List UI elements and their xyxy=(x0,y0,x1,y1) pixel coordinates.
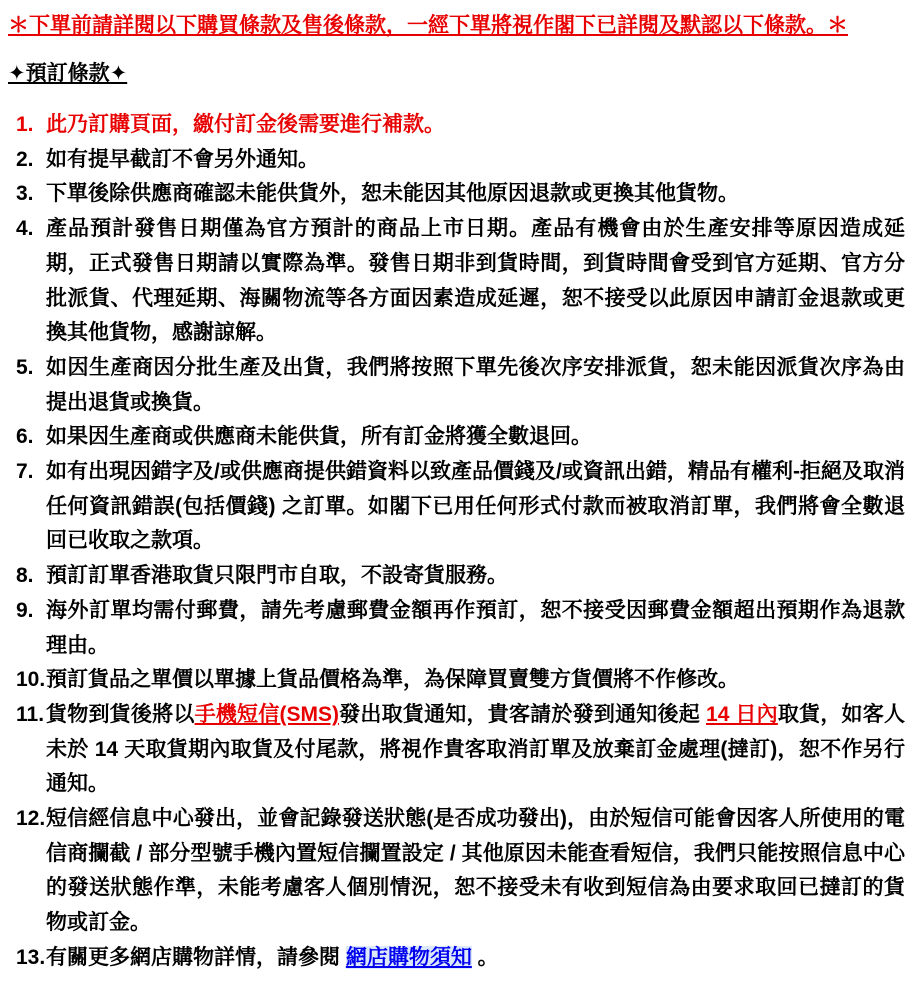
term-text: 短信經信息中心發出，並會記錄發送狀態(是否成功發出)，由於短信可能會因客人所使用的電信商攔截 / 部分型號手機內置短信攔置設定 / 其他原因未能查看短信，我們只能按照信息中心的發送狀態作準，未能考慮客人個別情況，恕不接受未有收到短信為由要求取回已撻訂的貨物或訂金。 xyxy=(46,807,905,935)
term-text: 產品預計發售日期僅為官方預計的商品上市日期。產品有機會由於生產安排等原因造成延期，正式發售日期請以實際為準。發售日期非到貨時間，到貨時間會受到官方延期、官方分批派貨、代理延期、海關物流等各方面因素造成延遲，恕不接受以此原因申請訂金退款或更換其他貨物，感謝諒解。 xyxy=(46,217,905,345)
term-item-2 xyxy=(8,143,905,178)
term-text: 有關更多網店購物詳情，請參閱 xyxy=(46,945,346,969)
term-text: 如有提早截訂不會另外通知。 xyxy=(46,147,319,171)
sms-notice-highlight: 手機短信(SMS) xyxy=(194,702,339,726)
term-number: 7. xyxy=(16,460,34,484)
term-text: 如果因生產商或供應商未能供貨，所有訂金將獲全數退回。 xyxy=(46,425,592,449)
term-text: 預訂貨品之單價以單據上貨品價格為準，為保障買賣雙方貨價將不作修改。 xyxy=(46,668,739,692)
term-text: 。 xyxy=(471,945,499,969)
term-number: 8. xyxy=(16,564,34,588)
term-item-10 xyxy=(8,663,905,698)
shop-guide-link[interactable]: 網店購物須知 xyxy=(345,945,472,969)
term-text: 下單後除供應商確認未能供貨外，恕未能因其他原因退款或更換其他貨物。 xyxy=(46,182,739,206)
term-number: 2. xyxy=(16,147,34,171)
term-item-7 xyxy=(8,455,905,559)
term-text: 海外訂單均需付郵費，請先考慮郵費金額再作預訂，恕不接受因郵費金額超出預期作為退款理由。 xyxy=(46,598,905,657)
term-item-12 xyxy=(8,802,905,941)
terms-list xyxy=(8,108,905,976)
term-item-4 xyxy=(8,212,905,351)
term-number: 9. xyxy=(16,598,34,622)
term-text: 貨物到貨後將以 xyxy=(46,702,195,726)
term-item-1 xyxy=(8,108,905,143)
term-number: 1. xyxy=(16,113,34,136)
term-number: 10. xyxy=(16,668,46,692)
term-item-8 xyxy=(8,559,905,594)
term-item-3 xyxy=(8,177,905,212)
term-text: 此乃訂購頁面，繳付訂金後需要進行補款。 xyxy=(46,113,445,136)
purchase-terms-warning-heading: ＊下單前請詳閱以下購買條款及售後條款，一經下單將視作閣下已詳閱及默認以下條款。＊ xyxy=(8,14,848,37)
term-item-11 xyxy=(8,698,905,802)
term-number: 13. xyxy=(16,945,46,969)
term-text: 取貨，如客人未於 14 天取貨期內取貨及付尾款，將視作貴客取消訂單及放棄訂金處理(撻訂)，恕不作另行通知。 xyxy=(46,702,906,796)
term-number: 3. xyxy=(16,182,34,206)
term-text: 如因生產商因分批生產及出貨，我們將按照下單先後次序安排派貨，恕未能因派貨次序為由提出退貨或換貨。 xyxy=(46,355,905,414)
term-number: 5. xyxy=(16,355,34,379)
term-item-5 xyxy=(8,351,905,420)
term-text: 發出取貨通知，貴客請於發到通知後起 xyxy=(338,702,707,726)
term-text: 預訂訂單香港取貨只限門市自取，不設寄貨服務。 xyxy=(46,564,508,588)
term-text: 如有出現因錯字及/或供應商提供錯資料以致產品價錢及/或資訊出錯，精品有權利-拒絕及取消任何資訊錯誤(包括價錢) 之訂單。如閣下已用任何形式付款而被取消訂單，我們將會全數退回已收取之款項。 xyxy=(46,460,905,553)
term-item-9 xyxy=(8,594,905,663)
term-number: 12. xyxy=(16,807,46,831)
pickup-deadline-highlight: 14 日內 xyxy=(706,702,778,726)
term-item-6 xyxy=(8,420,905,455)
term-item-13 xyxy=(8,941,905,976)
term-number: 4. xyxy=(16,217,34,241)
preorder-terms-section-title: ✦預訂條款✦ xyxy=(8,62,128,85)
term-number: 6. xyxy=(16,425,34,449)
term-number: 11. xyxy=(16,702,45,726)
